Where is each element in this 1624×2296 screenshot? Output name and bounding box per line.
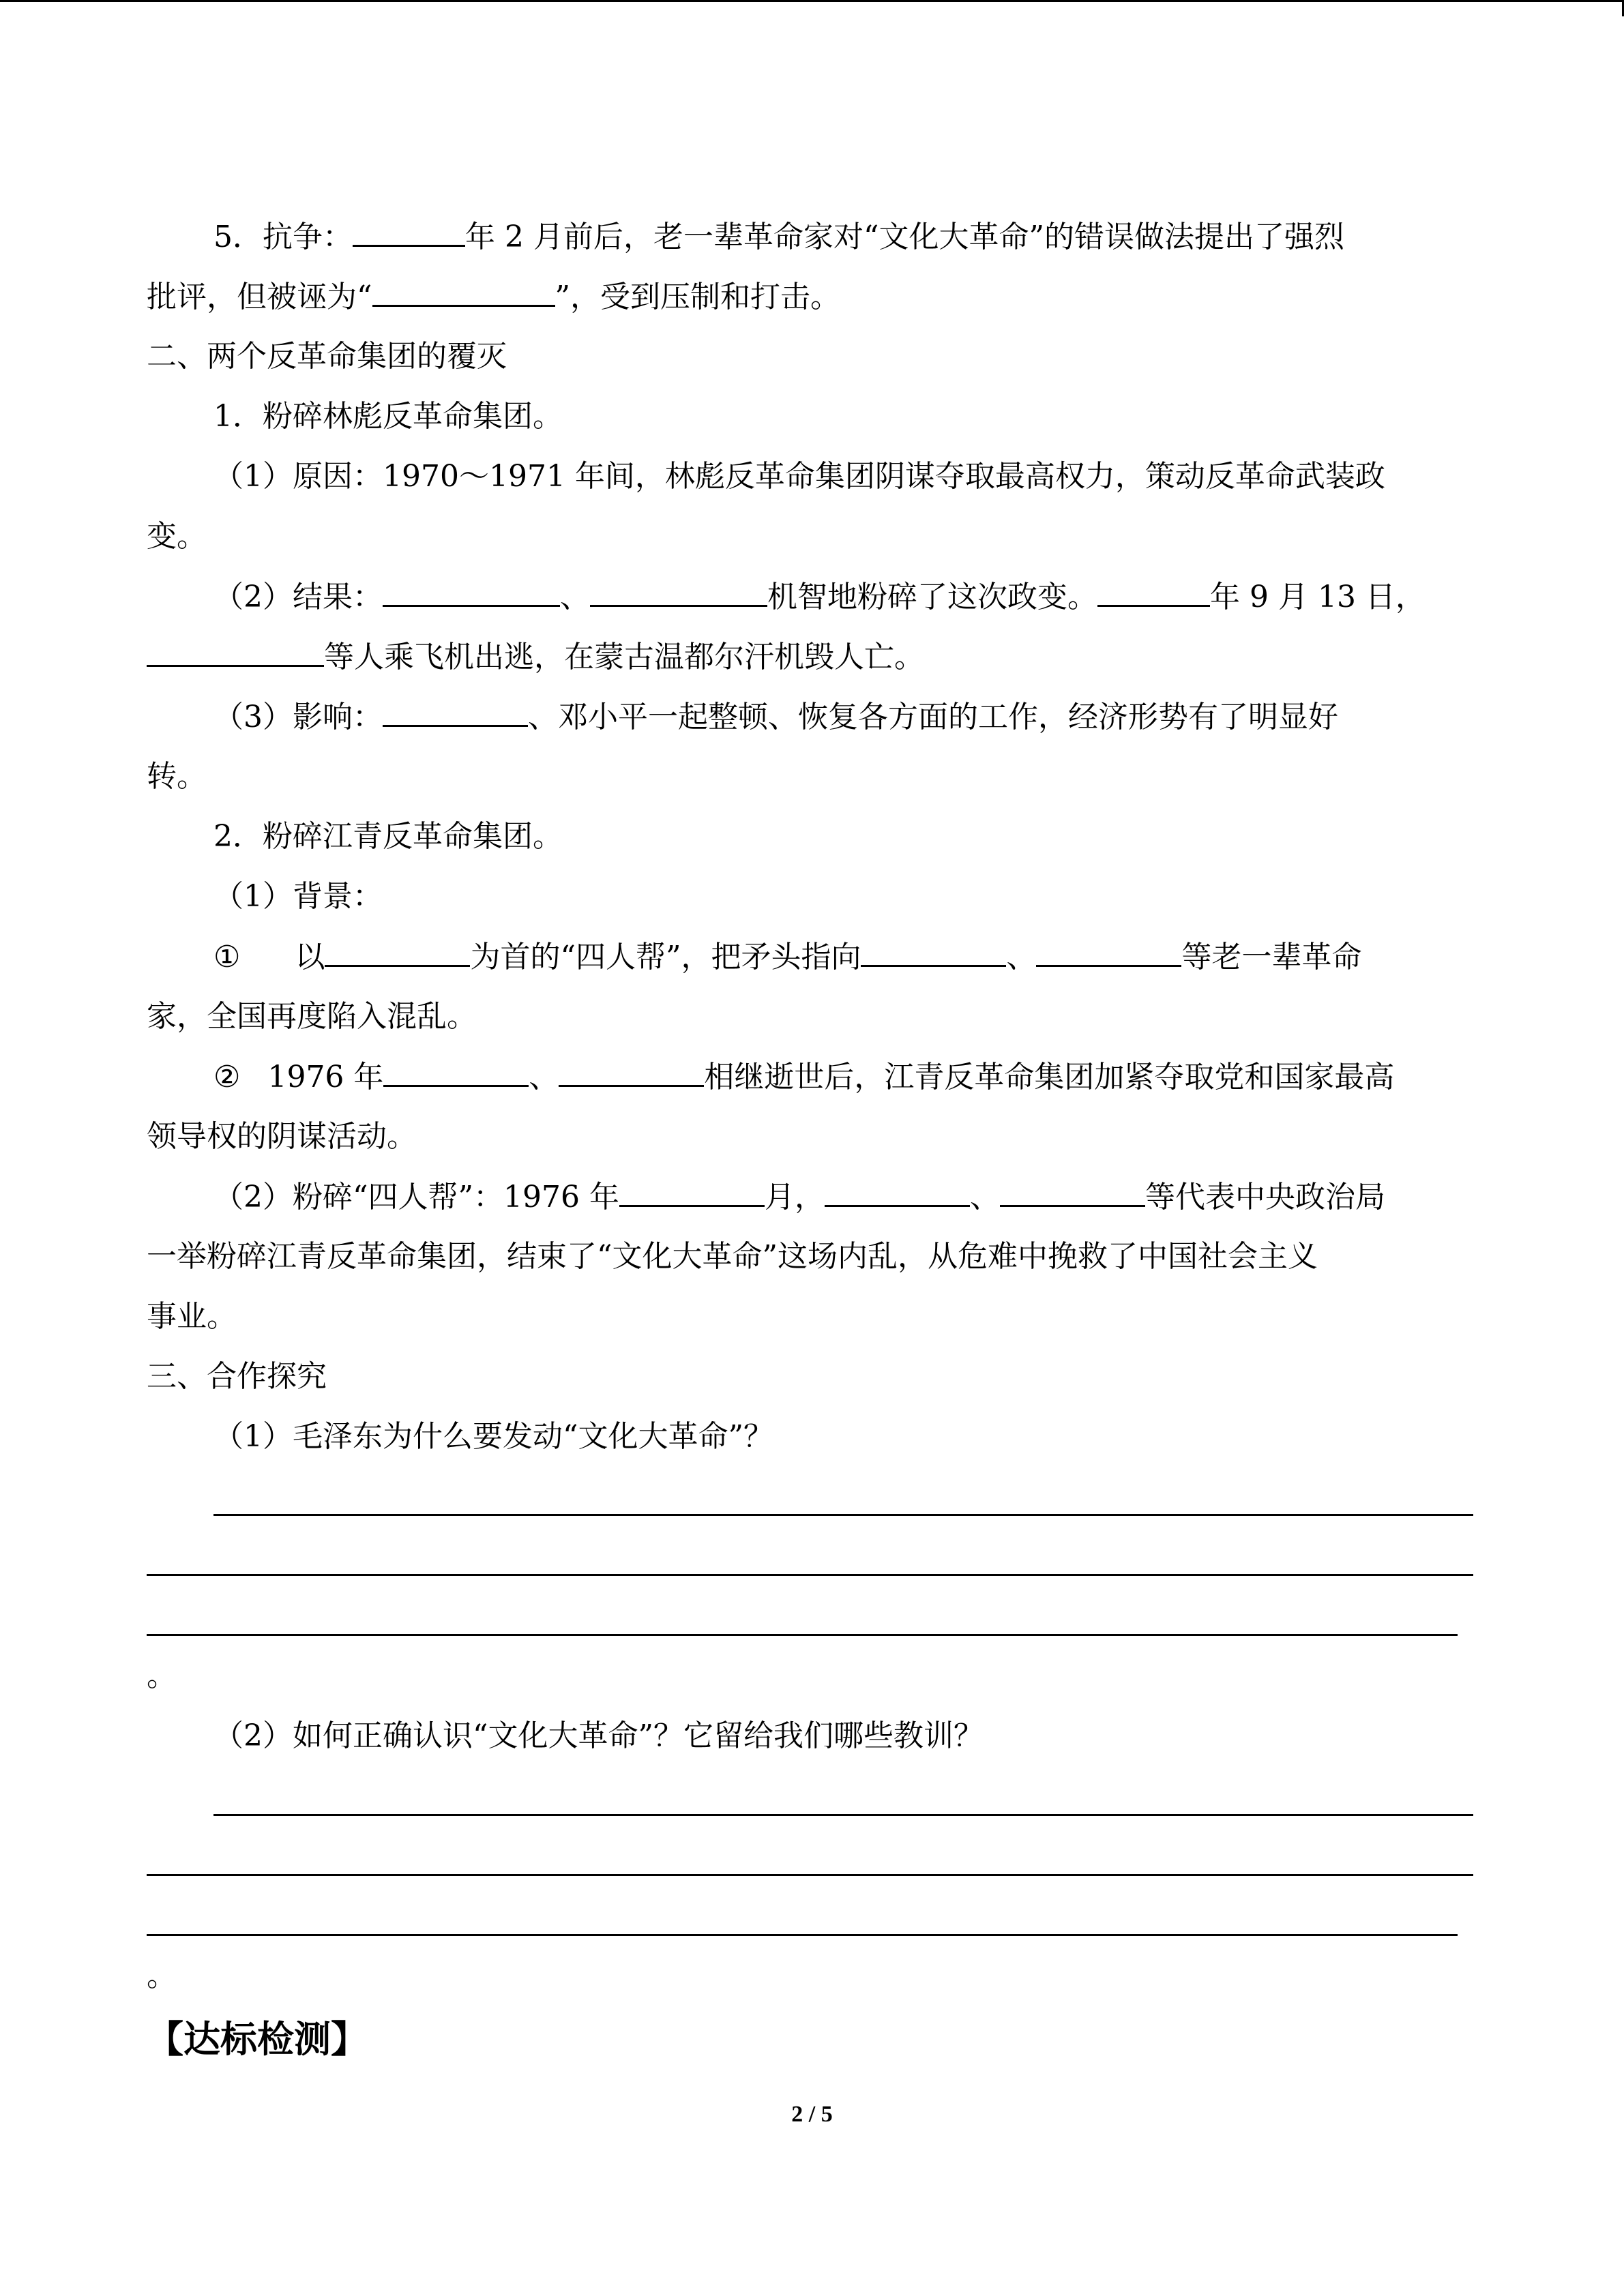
answer2-line-3[interactable] (147, 1934, 1458, 1936)
item2-title: 2．粉碎江青反革命集团。 (213, 819, 563, 854)
page-number: 2 / 5 (791, 2102, 833, 2127)
blank-label[interactable] (372, 276, 555, 307)
answer2-line-1[interactable] (213, 1814, 1473, 1816)
blank-result-year[interactable] (1097, 576, 1210, 607)
question-1: （1）毛泽东为什么要发动“文化大革命”？ (213, 1419, 773, 1454)
blank-deceased2[interactable] (559, 1056, 704, 1087)
blank-smash-person1[interactable] (825, 1176, 970, 1207)
circled-number-2: ② (213, 1060, 241, 1094)
item1-cause-line1: （1）原因：1970～1971 年间，林彪反革命集团阴谋夺取最高权力，策动反革命武装政 (213, 459, 1385, 494)
item2-bg-point2-line2: 领导权的阴谋活动。 (147, 1119, 417, 1154)
answer2-line-2[interactable] (147, 1874, 1473, 1876)
item2-smash-line3: 事业。 (147, 1299, 237, 1334)
item1-impact-line1: （3）影响： 、邓小平一起整顿、恢复各方面的工作，经济形势有了明显好 (213, 696, 1477, 738)
item1-title: 1．粉碎林彪反革命集团。 (213, 399, 563, 434)
item1-result-line1: （2）结果： 、 机智地粉碎了这次政变。 年 9 月 13 日， (213, 576, 1477, 618)
answer1-end-mark: 。 (147, 1658, 177, 1693)
blank-result-escapee[interactable] (147, 636, 324, 667)
item2-bg-point1-line1: ① 以 为首的“四人帮”，把矛头指向 、 等老一辈革命 (213, 936, 1477, 978)
blank-deceased1[interactable] (383, 1056, 529, 1087)
blank-smash-person2[interactable] (1000, 1176, 1145, 1207)
section-heading-assessment: 【达标检测】 (147, 2017, 368, 2061)
item2-background: （1）背景： (213, 879, 383, 914)
answer1-line-3[interactable] (147, 1634, 1458, 1636)
question-2: （2）如何正确认识“文化大革命”？它留给我们哪些教训？ (213, 1718, 984, 1753)
item2-smash-line1: （2）粉碎“四人帮”：1976 年 月， 、 等代表中央政治局 (213, 1176, 1477, 1218)
answer2-end-mark: 。 (147, 1958, 177, 1993)
q5-line-2: 批评，但被诬为“ ”，受到压制和打击。 (147, 276, 1477, 318)
blank-target2[interactable] (1036, 936, 1181, 967)
item1-cause-line2: 变。 (147, 519, 207, 554)
blank-gang-leader[interactable] (325, 936, 470, 967)
section2-title: 二、两个反革命集团的覆灭 (147, 339, 507, 374)
q5-line-1: 5．抗争： 年 2 月前后，老一辈革命家对“文化大革命”的错误做法提出了强烈 (213, 216, 1477, 258)
item2-bg-point2-line1: ② 1976 年 、 相继逝世后，江青反革命集团加紧夺取党和国家最高 (213, 1056, 1477, 1098)
blank-year[interactable] (353, 216, 465, 247)
answer1-line-2[interactable] (147, 1574, 1473, 1576)
item1-result-line2: 等人乘飞机出逃，在蒙古温都尔汗机毁人亡。 (147, 636, 1477, 678)
blank-impact-person[interactable] (383, 696, 528, 727)
blank-result-person1[interactable] (383, 576, 560, 607)
blank-target1[interactable] (861, 936, 1006, 967)
top-border (0, 0, 1624, 2)
item2-smash-line2: 一举粉碎江青反革命集团，结束了“文化大革命”这场内乱，从危难中挽救了中国社会主义 (147, 1239, 1318, 1274)
answer1-line-1[interactable] (213, 1514, 1473, 1516)
circled-number-1: ① (213, 940, 241, 974)
item1-impact-line2: 转。 (147, 759, 207, 794)
blank-smash-month[interactable] (619, 1176, 765, 1207)
blank-result-person2[interactable] (590, 576, 767, 607)
section3-title: 三、合作探究 (147, 1359, 327, 1394)
item2-bg-point1-line2: 家，全国再度陷入混乱。 (147, 999, 477, 1034)
